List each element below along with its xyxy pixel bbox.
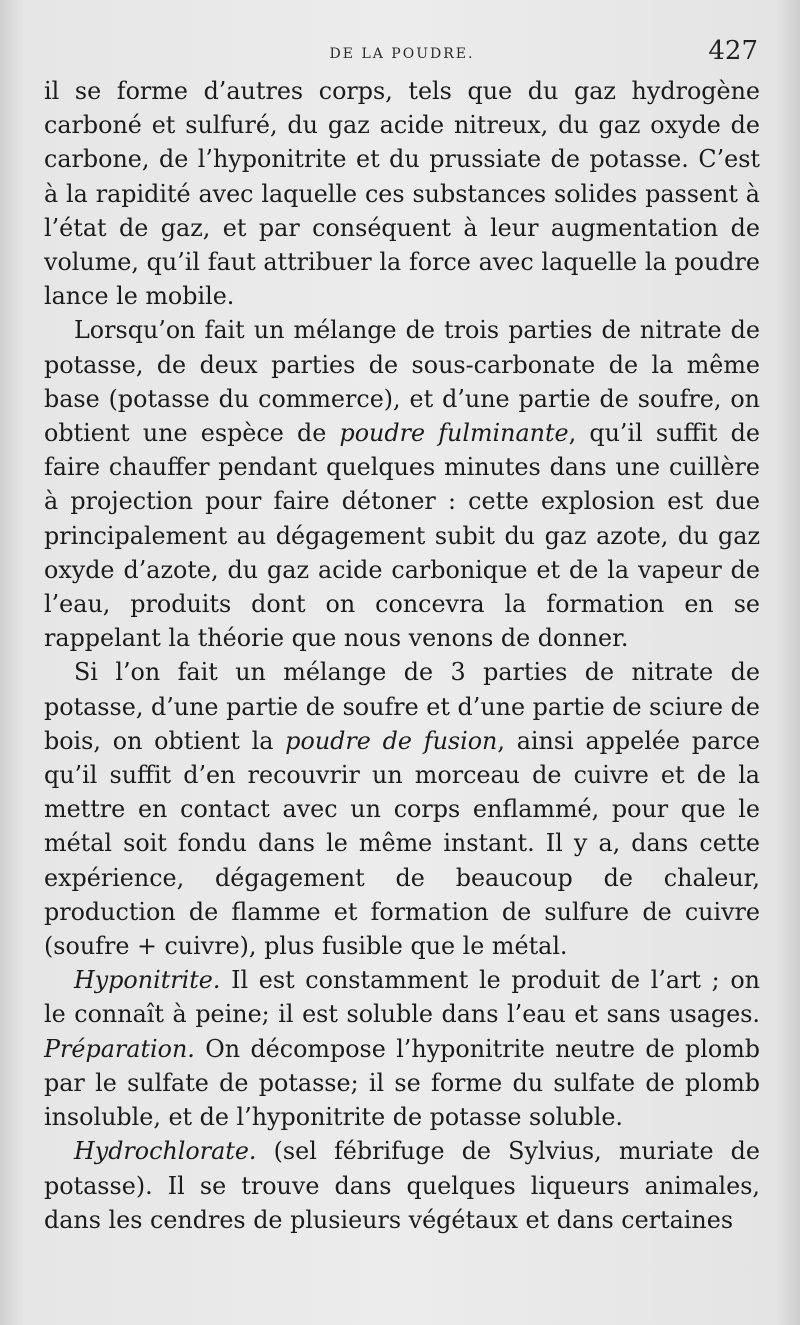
- paragraph-3-text-a: Si l’on fait un mélange de 3 parties de nitrate de potasse, d’une partie de soufre et d’une partie de sciure de bois, on obtient la: [44, 658, 760, 755]
- paragraph-2-text-a: Lorsqu’on fait un mélange de trois parties de nitrate de potasse, de deux parties de sous-carbonate de la même base (potasse du commerce), et d’une partie de soufre, on obtient une espèce de: [44, 316, 760, 448]
- heading-preparation: Préparation.: [44, 1034, 195, 1063]
- paragraph-5: [44, 1134, 760, 1237]
- term-poudre-de-fusion: poudre de fusion: [285, 726, 498, 755]
- paragraph-3: [44, 655, 760, 963]
- paragraph-5-text: (sel fébrifuge de Sylvius, muriate de potasse). Il se trouve dans quelques liqueurs animales, dans les cendres de plusieurs végétaux et dans certaines: [44, 1137, 760, 1234]
- paragraph-2-text-b: , qu’il suffit de faire chauffer pendant quelques minutes dans une cuillère à projection pour faire détoner : cette explosion est due principalement au dégagement subit du gaz azote, du gaz oxyde d’azote, du gaz acide carbonique et de la vapeur de l’eau, produits dont on concevra la formation en se rappelant la théorie que nous venons de donner.: [44, 419, 760, 653]
- page-number: 427: [708, 36, 758, 66]
- term-poudre-fulminante: poudre fulminante: [339, 419, 569, 448]
- paragraph-4: [44, 963, 760, 1134]
- body-text: [44, 74, 760, 1237]
- paragraph-2: [44, 313, 760, 655]
- heading-hyponitrite: Hyponitrite.: [74, 966, 221, 995]
- page-header: [44, 34, 760, 70]
- paragraph-1: [44, 74, 760, 313]
- running-title: DE LA POUDRE.: [329, 46, 475, 62]
- paragraph-3-text-b: , ainsi appelée parce qu’il suffit d’en recouvrir un morceau de cuivre et de la mettre en contact avec un corps enflammé, pour que le métal soit fondu dans le même instant. Il y a, dans cette expérience, dégagement de beaucoup de chaleur, production de flamme et formation de sulfure de cuivre (soufre + cuivre), plus fusible que le métal.: [44, 726, 760, 961]
- paragraph-4-text-b: On décompose l’hyponitrite neutre de plomb par le sulfate de potasse; il se forme du sulfate de plomb insoluble, et de l’hyponitrite de potasse soluble.: [44, 1034, 760, 1132]
- paragraph-1-text: il se forme d’autres corps, tels que du gaz hydrogène carboné et sulfuré, du gaz acide nitreux, du gaz oxyde de carbone, de l’hyponitrite et du prussiate de potasse. C’est à la rapidité avec laquelle ces substances solides passent à l’état de gaz, et par conséquent à leur augmentation de volume, qu’il faut attribuer la force avec laquelle la poudre lance le mobile.: [44, 77, 760, 311]
- heading-hydrochlorate: Hydrochlorate.: [74, 1137, 257, 1166]
- paragraph-4-text-a: Il est constamment le produit de l’art ; on le connaît à peine; il est soluble dans l’eau et sans usages.: [44, 966, 760, 1029]
